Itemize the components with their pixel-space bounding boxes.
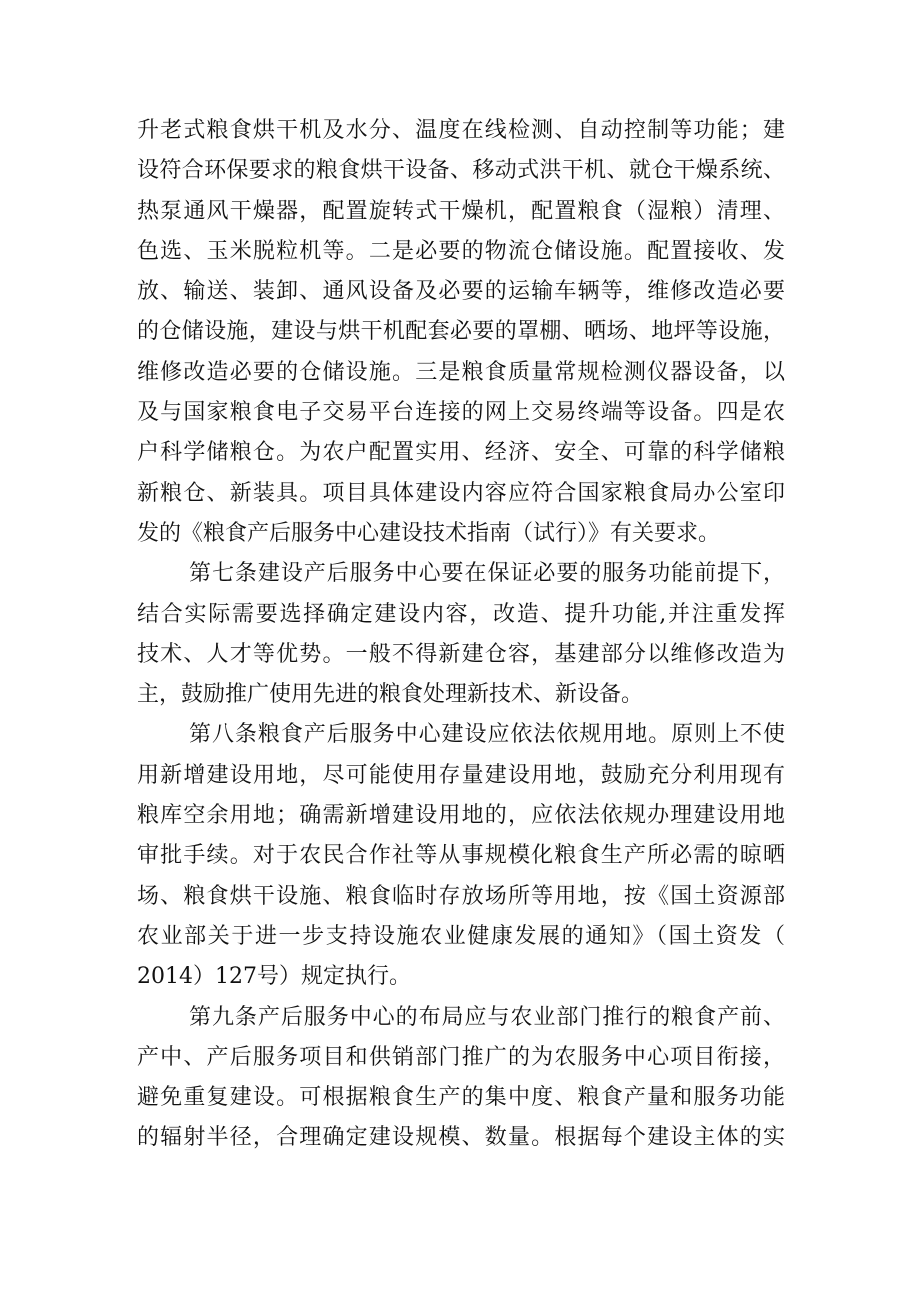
text-line: 放、输送、装卸、通风设备及必要的运输车辆等，维修改造必要 — [137, 279, 785, 305]
article-heading-line: 第七条建设产后服务中心要在保证必要的服务功能前提下， — [189, 561, 785, 587]
text-line: 热泵通风干燥器，配置旋转式干燥机，配置粮食（湿粮）清理、 — [137, 198, 785, 224]
text-line: 及与国家粮食电子交易平台连接的网上交易终端等设备。四是农 — [137, 400, 785, 426]
paragraph-continuation — [137, 111, 785, 554]
text-line: 新粮仓、新装具。项目具体建设内容应符合国家粮食局办公室印 — [137, 480, 785, 506]
text-line: 审批手续。对于农民合作社等从事规模化粮食生产所必需的晾晒 — [137, 843, 785, 869]
text-line: 维修改造必要的仓储设施。三是粮食质量常规检测仪器设备，以 — [137, 359, 785, 385]
text-line: 技术、人才等优势。一般不得新建仓容，基建部分以维修改造为 — [137, 641, 785, 667]
text-line: 粮库空余用地；确需新增建设用地的，应依法依规办理建设用地 — [137, 803, 785, 829]
text-line: 设符合环保要求的粮食烘干设备、移动式洪干机、就仓干燥系统、 — [137, 158, 785, 184]
text-line: 避免重复建设。可根据粮食生产的集中度、粮食产量和服务功能 — [137, 1085, 785, 1111]
text-line: 2014）127号）规定执行。 — [137, 964, 411, 990]
article-heading-line: 第九条产后服务中心的布局应与农业部门推行的粮食产前、 — [189, 1004, 785, 1030]
article-heading-line: 第八条粮食产后服务中心建设应依法依规用地。原则上不使 — [189, 722, 785, 748]
text-line: 色选、玉米脱粒机等。二是必要的物流仓储设施。配置接收、发 — [137, 238, 785, 264]
text-line: 结合实际需要选择确定建设内容，改造、提升功能,并注重发挥 — [137, 601, 785, 627]
text-line: 升老式粮食烘干机及水分、温度在线检测、自动控制等功能；建 — [137, 118, 785, 143]
text-line: 场、粮食烘干设施、粮食临时存放场所等用地，按《国土资源部 — [137, 883, 785, 909]
paragraph-article-8 — [137, 715, 785, 997]
document-page — [137, 111, 785, 1159]
text-line: 产中、产后服务项目和供销部门推广的为农服务中心项目衔接， — [137, 1044, 785, 1070]
text-line: 农业部关于进一步支持设施农业健康发展的通知》（国土资发（ — [137, 923, 785, 949]
text-line: 主，鼓励推广使用先进的粮食处理新技术、新设备。 — [137, 682, 644, 708]
paragraph-article-7 — [137, 554, 785, 715]
text-line: 用新增建设用地，尽可能使用存量建设用地，鼓励充分利用现有 — [137, 762, 785, 788]
text-line: 的辐射半径，合理确定建设规模、数量。根据每个建设主体的实 — [137, 1125, 785, 1151]
text-line: 的仓储设施，建设与烘干机配套必要的罩棚、晒场、地坪等设施， — [137, 319, 785, 345]
text-line: 户科学储粮仓。为农户配置实用、经济、安全、可靠的科学储粮 — [137, 440, 785, 466]
paragraph-article-9 — [137, 998, 785, 1159]
text-line: 发的《粮食产后服务中心建设技术指南（试行）》有关要求。 — [137, 520, 721, 546]
